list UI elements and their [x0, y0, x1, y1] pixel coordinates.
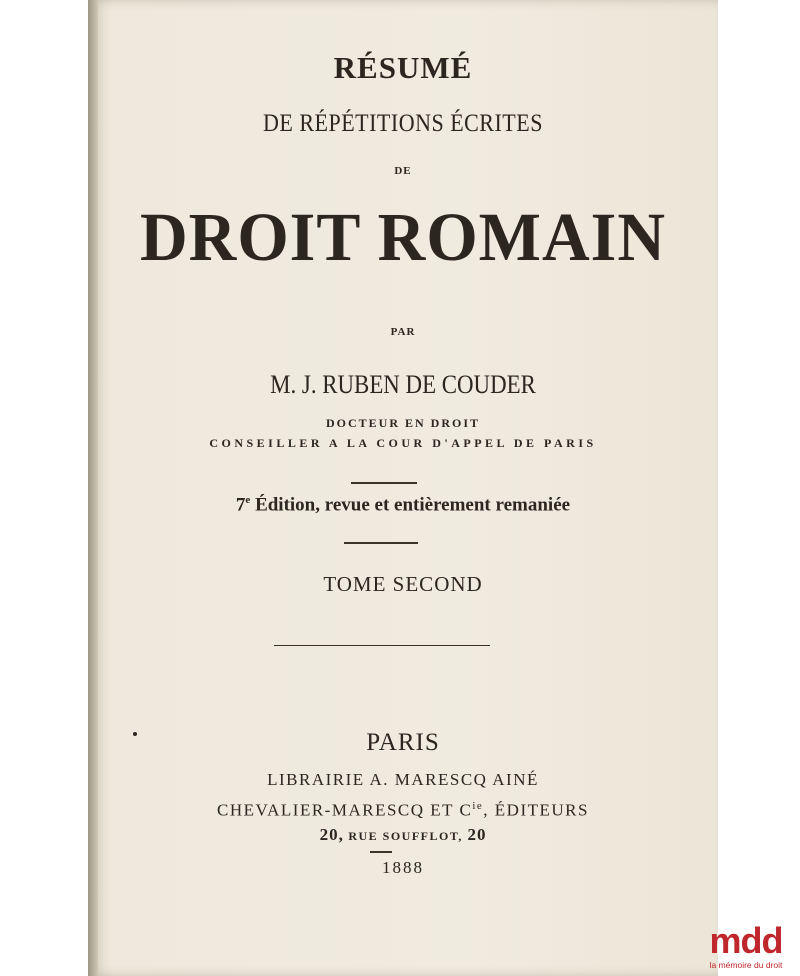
book-title: DROIT ROMAIN [140, 199, 666, 276]
publisher-editors-main: CHEVALIER-MARESCQ ET C [217, 800, 473, 820]
edition-superscript: e [245, 494, 251, 506]
publisher-editors-superscript: ie [472, 800, 484, 812]
edition-text: Édition, revue et entièrement remaniée [250, 494, 571, 516]
volume-label: TOME SECOND [323, 572, 483, 596]
divider-rule [274, 645, 490, 646]
edition-line [88, 494, 718, 516]
heading-resume: RÉSUMÉ [333, 50, 473, 85]
publication-year: 1888 [382, 858, 424, 877]
address-number: 20, [319, 825, 344, 844]
mdd-logo-tagline: la mémoire du droit [709, 960, 783, 970]
mdd-logo-mark: mdd [709, 920, 783, 961]
author-degree: DOCTEUR EN DROIT [325, 416, 480, 430]
author-name: M. J. RUBEN DE COUDER [270, 370, 536, 399]
author-position: CONSEILLER A LA COUR D'APPEL DE PARIS [209, 436, 597, 450]
subheading-repetitions: DE RÉPÉTITIONS ÉCRITES [263, 108, 543, 137]
address-street: RUE SOUFFLOT, [343, 829, 468, 843]
publisher-editors [88, 800, 718, 821]
divider-rule [344, 542, 418, 544]
publisher-name: LIBRAIRIE A. MARESCQ AINÉ [267, 770, 539, 789]
publisher-editors-suffix: , ÉDITEURS [483, 800, 589, 820]
connector-de: DE [394, 165, 412, 177]
publication-city: PARIS [366, 729, 440, 756]
edition-number: 7 [235, 494, 246, 516]
publisher-address [88, 825, 718, 845]
address-number: 20 [467, 825, 487, 844]
connector-par: PAR [390, 326, 416, 338]
divider-rule [351, 482, 417, 484]
mdd-logo [700, 920, 792, 970]
divider-rule [370, 851, 392, 853]
